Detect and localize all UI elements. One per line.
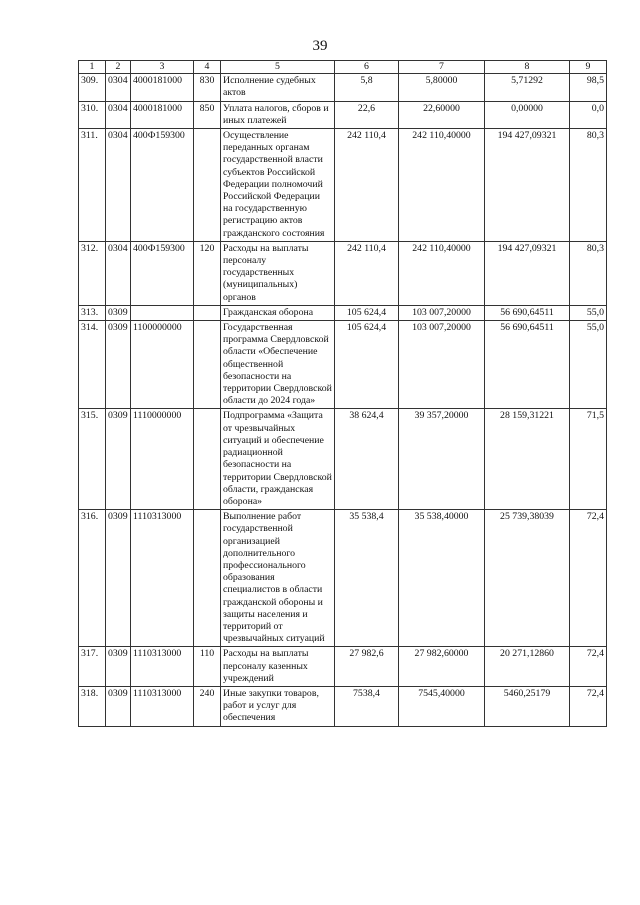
table-row	[79, 409, 607, 510]
section-code-cell: 0304	[106, 241, 131, 305]
target-article-cell	[131, 305, 194, 320]
section-code-cell: 0309	[106, 510, 131, 647]
table-row	[79, 74, 607, 101]
executed-amount-cell: 20 271,12860	[485, 647, 570, 687]
section-code-cell: 0309	[106, 647, 131, 687]
target-article-cell: 400Ф159300	[131, 129, 194, 242]
row-number-cell: 316.	[79, 510, 106, 647]
item-name-cell: Исполнение судебных актов	[221, 74, 335, 101]
table-row	[79, 241, 607, 305]
executed-amount-cell: 25 739,38039	[485, 510, 570, 647]
execution-percent-cell: 72,4	[570, 510, 607, 647]
plan-amount-cell: 22,6	[335, 101, 399, 128]
row-number-cell: 309.	[79, 74, 106, 101]
item-name-cell: Расходы на выплаты персоналу государственных (муниципальных) органов	[221, 241, 335, 305]
executed-amount-cell: 5,71292	[485, 74, 570, 101]
target-article-cell: 4000181000	[131, 74, 194, 101]
item-name-cell: Осуществление переданных органам государственной власти субъектов Российской Федерации полномочий Российской Федерации на государственную регистрацию актов гражданского состояния	[221, 129, 335, 242]
item-name-cell: Выполнение работ государственной организацией дополнительного профессионального образования специалистов в области гражданской обороны и защиты населения и территорий от чрезвычайных ситуаций	[221, 510, 335, 647]
expense-type-cell	[194, 510, 221, 647]
execution-percent-cell: 98,5	[570, 74, 607, 101]
row-number-cell: 314.	[79, 321, 106, 409]
column-header: 5	[221, 61, 335, 74]
execution-percent-cell: 55,0	[570, 321, 607, 409]
row-number-cell: 313.	[79, 305, 106, 320]
column-header: 2	[106, 61, 131, 74]
plan-amount-cell: 242 110,4	[335, 129, 399, 242]
executed-amount-cell: 28 159,31221	[485, 409, 570, 510]
table-row	[79, 101, 607, 128]
refined-amount-cell: 103 007,20000	[399, 321, 485, 409]
column-header: 9	[570, 61, 607, 74]
executed-amount-cell: 56 690,64511	[485, 305, 570, 320]
column-header: 1	[79, 61, 106, 74]
expense-type-cell	[194, 409, 221, 510]
table-row	[79, 647, 607, 687]
table-header-row	[79, 61, 607, 74]
expense-type-cell	[194, 305, 221, 320]
row-number-cell: 315.	[79, 409, 106, 510]
refined-amount-cell: 39 357,20000	[399, 409, 485, 510]
section-code-cell: 0309	[106, 305, 131, 320]
expense-type-cell: 850	[194, 101, 221, 128]
target-article-cell: 400Ф159300	[131, 241, 194, 305]
section-code-cell: 0304	[106, 101, 131, 128]
row-number-cell: 318.	[79, 686, 106, 726]
table-row	[79, 321, 607, 409]
refined-amount-cell: 22,60000	[399, 101, 485, 128]
section-code-cell: 0309	[106, 686, 131, 726]
execution-percent-cell: 72,4	[570, 686, 607, 726]
expense-type-cell: 110	[194, 647, 221, 687]
target-article-cell: 1110313000	[131, 686, 194, 726]
expense-type-cell: 240	[194, 686, 221, 726]
target-article-cell: 1110000000	[131, 409, 194, 510]
executed-amount-cell: 56 690,64511	[485, 321, 570, 409]
execution-percent-cell: 55,0	[570, 305, 607, 320]
plan-amount-cell: 242 110,4	[335, 241, 399, 305]
execution-percent-cell: 80,3	[570, 129, 607, 242]
item-name-cell: Гражданская оборона	[221, 305, 335, 320]
executed-amount-cell: 5460,25179	[485, 686, 570, 726]
page-number: 39	[312, 38, 328, 54]
execution-percent-cell: 0,0	[570, 101, 607, 128]
item-name-cell: Государственная программа Свердловской области «Обеспечение общественной безопасности на территории Свердловской области до 2024 года»	[221, 321, 335, 409]
refined-amount-cell: 242 110,40000	[399, 129, 485, 242]
plan-amount-cell: 105 624,4	[335, 321, 399, 409]
plan-amount-cell: 5,8	[335, 74, 399, 101]
execution-percent-cell: 72,4	[570, 647, 607, 687]
target-article-cell: 1100000000	[131, 321, 194, 409]
table-row	[79, 129, 607, 242]
execution-percent-cell: 71,5	[570, 409, 607, 510]
refined-amount-cell: 35 538,40000	[399, 510, 485, 647]
refined-amount-cell: 242 110,40000	[399, 241, 485, 305]
section-code-cell: 0304	[106, 129, 131, 242]
executed-amount-cell: 194 427,09321	[485, 241, 570, 305]
expense-type-cell	[194, 129, 221, 242]
column-header: 7	[399, 61, 485, 74]
expense-type-cell: 120	[194, 241, 221, 305]
item-name-cell: Иные закупки товаров, работ и услуг для обеспечения	[221, 686, 335, 726]
execution-percent-cell: 80,3	[570, 241, 607, 305]
plan-amount-cell: 38 624,4	[335, 409, 399, 510]
refined-amount-cell: 7545,40000	[399, 686, 485, 726]
refined-amount-cell: 103 007,20000	[399, 305, 485, 320]
column-header: 8	[485, 61, 570, 74]
executed-amount-cell: 194 427,09321	[485, 129, 570, 242]
executed-amount-cell: 0,00000	[485, 101, 570, 128]
row-number-cell: 310.	[79, 101, 106, 128]
item-name-cell: Расходы на выплаты персоналу казенных учреждений	[221, 647, 335, 687]
budget-table	[78, 60, 607, 727]
row-number-cell: 311.	[79, 129, 106, 242]
section-code-cell: 0309	[106, 321, 131, 409]
plan-amount-cell: 27 982,6	[335, 647, 399, 687]
target-article-cell: 4000181000	[131, 101, 194, 128]
section-code-cell: 0304	[106, 74, 131, 101]
expense-type-cell	[194, 321, 221, 409]
expense-type-cell: 830	[194, 74, 221, 101]
target-article-cell: 1110313000	[131, 510, 194, 647]
row-number-cell: 312.	[79, 241, 106, 305]
table-row	[79, 305, 607, 320]
column-header: 6	[335, 61, 399, 74]
table-row	[79, 510, 607, 647]
refined-amount-cell: 27 982,60000	[399, 647, 485, 687]
column-header: 3	[131, 61, 194, 74]
section-code-cell: 0309	[106, 409, 131, 510]
item-name-cell: Уплата налогов, сборов и иных платежей	[221, 101, 335, 128]
item-name-cell: Подпрограмма «Защита от чрезвычайных ситуаций и обеспечение радиационной безопасности на территории Свердловской области, гражданская оборона»	[221, 409, 335, 510]
plan-amount-cell: 35 538,4	[335, 510, 399, 647]
table-row	[79, 686, 607, 726]
plan-amount-cell: 7538,4	[335, 686, 399, 726]
row-number-cell: 317.	[79, 647, 106, 687]
target-article-cell: 1110313000	[131, 647, 194, 687]
refined-amount-cell: 5,80000	[399, 74, 485, 101]
column-header: 4	[194, 61, 221, 74]
plan-amount-cell: 105 624,4	[335, 305, 399, 320]
